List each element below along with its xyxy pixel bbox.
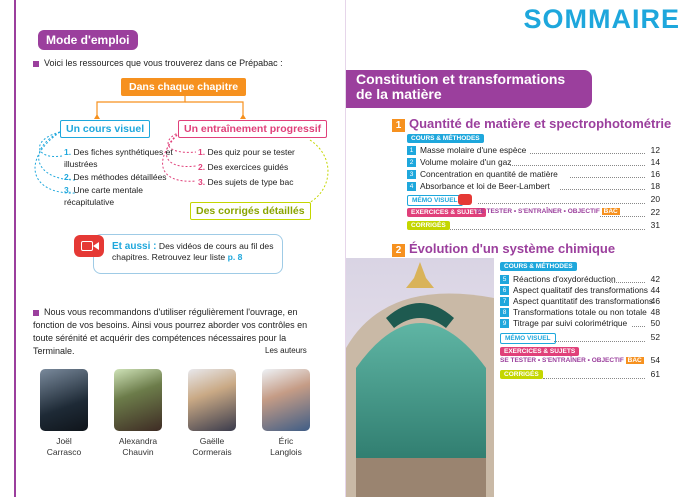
arrow-left	[94, 114, 100, 119]
toc-row[interactable]: 3 Concentration en quantité de matière	[407, 169, 558, 180]
aussi-page: p. 8	[227, 252, 243, 262]
toc-page: 12	[650, 145, 660, 155]
toc-row[interactable]: 1 Masse molaire d'une espèce	[407, 145, 526, 156]
dot-leader	[543, 378, 645, 379]
toc-page: 22	[650, 207, 660, 217]
author-name: Alexandra Chauvin	[118, 436, 158, 457]
exercices-label: EXERCICES & SUJETS	[500, 347, 579, 356]
cours-item: 3. Une carte mentale récapitulative	[64, 185, 143, 207]
toc-row[interactable]: 2 Volume molaire d'un gaz	[407, 157, 511, 168]
toc-page: 42	[650, 274, 660, 284]
toc-row[interactable]: 9 Titrage par suivi colorimétrique	[500, 318, 627, 329]
entrainement-box: Un entraînement progressif	[178, 120, 327, 138]
toc-page: 48	[650, 307, 660, 317]
connector-right	[185, 102, 243, 118]
toc-page: 31	[650, 220, 660, 230]
et-aussi-box	[93, 234, 283, 274]
memo-visuel-label: MÉMO VISUEL	[407, 195, 463, 206]
chapter-2-title: 2 Évolution d'un système chimique	[392, 241, 615, 257]
sommaire-title: SOMMAIRE	[523, 4, 680, 34]
memo-visuel-label: MÉMO VISUEL	[500, 333, 556, 344]
toc-page: 44	[650, 285, 660, 295]
bac-badge: BAC	[603, 208, 618, 215]
base	[356, 458, 486, 497]
author-photo	[262, 369, 310, 431]
author-name: Éric Langlois	[270, 436, 302, 457]
cours-arrow-1	[40, 132, 62, 157]
dot-leader	[554, 341, 645, 342]
toc-row[interactable]: 4 Absorbance et loi de Beer-Lambert	[407, 181, 550, 192]
cours-list	[64, 146, 174, 208]
dot-leader	[570, 177, 645, 178]
lead-label: Voici les ressources que vous trouverez dans ce Prépabac :	[44, 58, 283, 68]
bullet-icon	[33, 310, 39, 316]
video-icon	[458, 194, 472, 205]
aussi-text: Des vidéos de cours au fil des chapitres. Retrouvez leur liste	[112, 241, 274, 262]
cours-methodes-label: COURS & MÉTHODES	[500, 262, 577, 271]
left-page	[0, 0, 346, 497]
dot-leader	[478, 203, 645, 204]
author-photo	[114, 369, 162, 431]
dot-leader	[450, 229, 645, 230]
chapter-button: Dans chaque chapitre	[121, 78, 246, 96]
toc-row[interactable]: 6 Aspect qualitatif des transformations	[500, 285, 648, 296]
toc-page: 46	[650, 296, 660, 306]
toc-page: 50	[650, 318, 660, 328]
entrainement-item: 3. Des sujets de type bac	[198, 177, 294, 187]
dot-leader	[600, 216, 645, 217]
exercices-label: EXERCICES & SUJETS	[407, 208, 486, 217]
corriges-box: Des corrigés détaillés	[190, 202, 311, 220]
toc-page: 20	[650, 194, 660, 204]
author-name: Joël Carrasco	[46, 436, 82, 457]
bac-badge: BAC	[627, 357, 642, 364]
auteurs-label: Les auteurs	[265, 346, 307, 355]
aussi-label: Et aussi :	[112, 241, 157, 252]
toc-page: 54	[650, 355, 660, 365]
corriges-label: CORRIGÉS	[500, 370, 543, 379]
exercices-line: SE TESTER • S'ENTRAÎNER • OBJECTIF BAC	[476, 208, 618, 215]
mode-emploi-tag: Mode d'emploi	[38, 30, 138, 50]
dot-leader	[560, 189, 645, 190]
toc-page: 52	[650, 332, 660, 342]
entrainement-item: 1. Des quiz pour se tester	[198, 147, 295, 157]
author-photo	[40, 369, 88, 431]
toc-row[interactable]: 7 Aspect quantitatif des transformations	[500, 296, 653, 307]
section-band: Constitution et transformations de la matière	[346, 70, 592, 108]
opera-image	[346, 258, 494, 497]
dot-leader	[510, 165, 645, 166]
toc-page: 16	[650, 169, 660, 179]
cours-methodes-label: COURS & MÉTHODES	[407, 134, 484, 143]
author-photo	[188, 369, 236, 431]
entrainement-item: 2. Des exercices guidés	[198, 162, 289, 172]
toc-page: 18	[650, 181, 660, 191]
toc-row[interactable]: 8 Transformations totale ou non totale	[500, 307, 647, 318]
video-icon	[74, 235, 104, 257]
cours-visuel-box: Un cours visuel	[60, 120, 150, 138]
arrow-right	[240, 114, 246, 119]
cours-item: 2. Des méthodes détaillées	[64, 172, 167, 182]
connector-left	[97, 96, 185, 118]
entrainement-list	[198, 146, 318, 188]
chapter-1-title: 1 Quantité de matière et spectrophotométrie	[392, 116, 671, 132]
corriges-label: CORRIGÉS	[407, 221, 450, 230]
toc-page: 61	[650, 369, 660, 379]
exercices-line: SE TESTER • S'ENTRAÎNER • OBJECTIF BAC	[500, 357, 642, 364]
cours-item: 1. Des fiches synthétiques et illustrées	[64, 147, 173, 169]
author-name: Gaëlle Cormerais	[192, 436, 232, 457]
toc-page: 14	[650, 157, 660, 167]
toc-row[interactable]: 5 Réactions d'oxydoréduction	[500, 274, 616, 285]
dot-leader	[530, 153, 645, 154]
reco-text: Nous vous recommandons d'utiliser régulièrement l'ouvrage, en fonction de vos besoins. Ainsi vous pourrez aborder vos contrôles en toute sérénité et acquérir des compétences nécessaires pour la Terminale.	[33, 307, 308, 356]
